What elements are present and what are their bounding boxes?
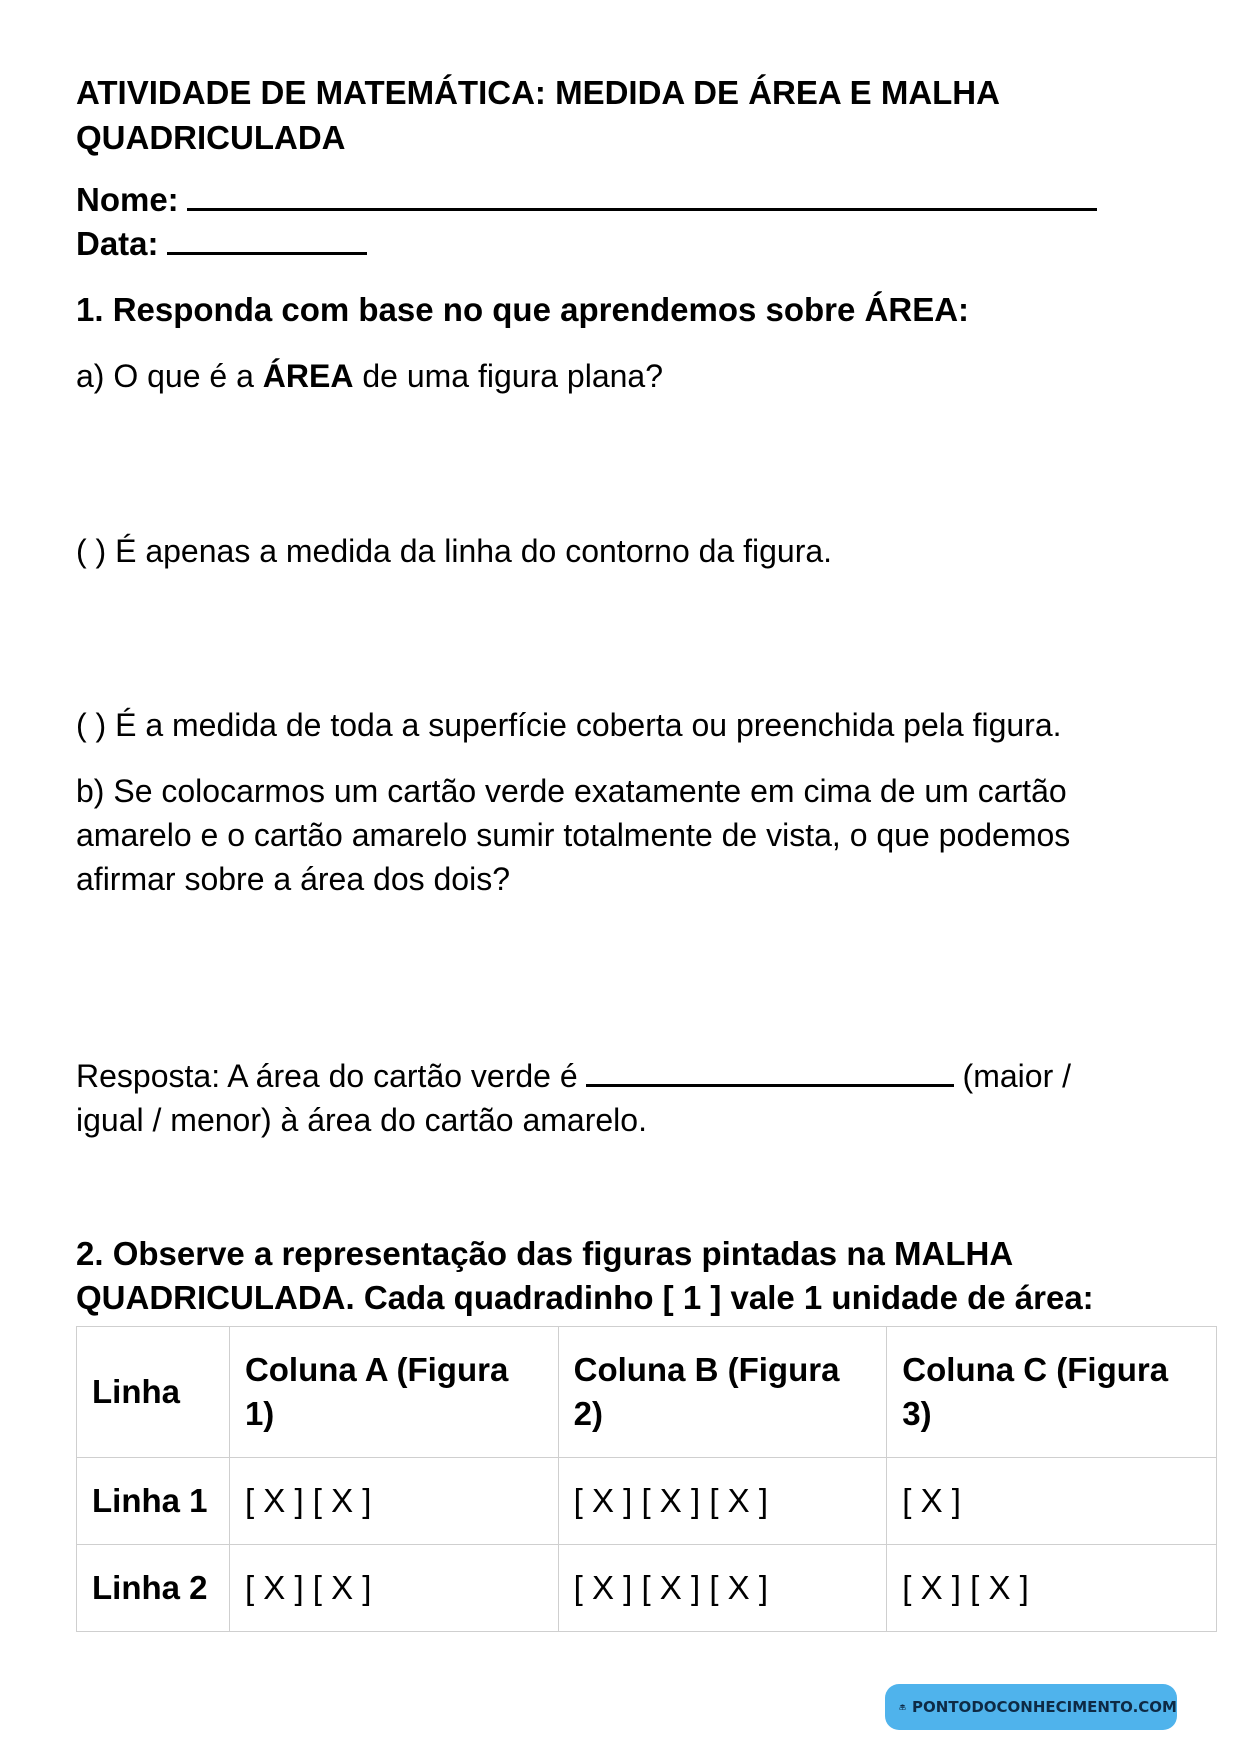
grid-table (76, 1326, 1217, 1632)
answer-suffix: (maior / (962, 1058, 1071, 1094)
question-2-heading: 2. Observe a representação das figuras pintadas na MALHA QUADRICULADA. Cada quadradinho [ 1 ] vale 1 unidade de área: (76, 1235, 1094, 1316)
page-title: ATIVIDADE DE MATEMÁTICA: MEDIDA DE ÁREA E MALHA QUADRICULADA (76, 74, 999, 156)
table-cell: [ X ] [ X ] [ X ] (558, 1458, 887, 1545)
question-1a (76, 354, 663, 398)
header-cell-col-c: Coluna C (Figura 3) (887, 1327, 1217, 1458)
date-blank[interactable] (167, 228, 367, 255)
question-1b: b) Se colocarmos um cartão verde exatamente em cima de um cartão amarelo e o cartão amarelo sumir totalmente de vista, o que podemos afirmar sobre a área dos dois? (76, 773, 1071, 897)
answer-prefix: Resposta: A área do cartão verde é (76, 1058, 578, 1094)
header-cell-linha: Linha (77, 1327, 230, 1458)
answer-line (76, 1054, 1136, 1142)
name-label: Nome: (76, 181, 179, 218)
option-contour[interactable]: ( ) É apenas a medida da linha do contorno da figura. (76, 533, 833, 569)
name-field (76, 178, 1097, 222)
question-1a-prefix: a) O que é a (76, 358, 263, 394)
table-cell: [ X ] [ X ] (229, 1545, 558, 1632)
answer-blank[interactable] (586, 1060, 954, 1087)
question-1a-suffix: de uma figura plana? (353, 358, 663, 394)
table-row (77, 1458, 1217, 1545)
row-label: Linha 2 (77, 1545, 230, 1632)
badge-text: PONTODOCONHECIMENTO.COM (912, 1698, 1177, 1716)
answer-line2: igual / menor) à área do cartão amarelo. (76, 1102, 647, 1138)
row-label: Linha 1 (77, 1458, 230, 1545)
date-field (76, 222, 367, 266)
question-1-heading: 1. Responda com base no que aprendemos sobre ÁREA: (76, 291, 970, 328)
name-blank[interactable] (187, 184, 1097, 211)
table-cell: [ X ] [ X ] (887, 1545, 1217, 1632)
worksheet (76, 70, 1176, 1606)
table-cell: [ X ] [ X ] [ X ] (558, 1545, 887, 1632)
question-1a-bold: ÁREA (262, 358, 354, 394)
option-surface[interactable]: ( ) É a medida de toda a superfície coberta ou preenchida pela figura. (76, 707, 1062, 743)
site-badge[interactable] (885, 1684, 1177, 1730)
graduation-book-icon (899, 1692, 906, 1722)
header-cell-col-b: Coluna B (Figura 2) (558, 1327, 887, 1458)
table-cell: [ X ] (887, 1458, 1217, 1545)
table-header-row (77, 1327, 1217, 1458)
date-label: Data: (76, 225, 159, 262)
table-row (77, 1545, 1217, 1632)
table-cell: [ X ] [ X ] (229, 1458, 558, 1545)
header-cell-col-a: Coluna A (Figura 1) (229, 1327, 558, 1458)
